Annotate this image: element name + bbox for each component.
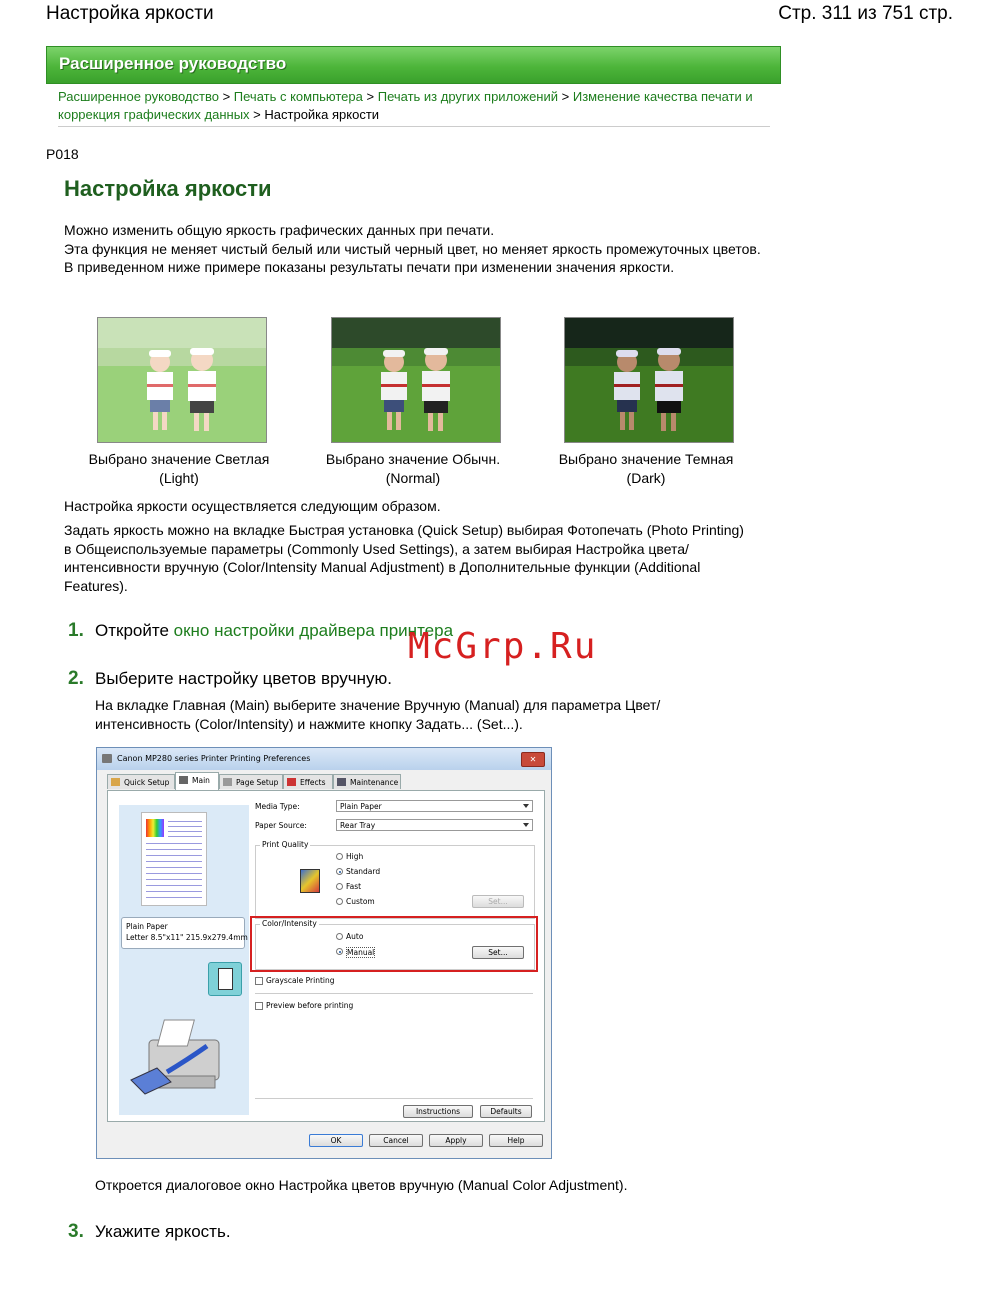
tab-effects[interactable] [283,774,333,789]
sample-caption-light [64,450,294,488]
step-2-description: На вкладке Главная (Main) выберите значение Вручную (Manual) для параметра Цвет/интенсивность (Color/Intensity) и нажмите кнопку Задать... (Set...). [95,697,661,732]
orientation-icon[interactable] [208,962,242,996]
chevron-down-icon [523,823,529,827]
caption-line: (Dark) [626,470,666,486]
quality-option-label: High [346,852,364,861]
media-type-value: Plain Paper [340,802,382,811]
main-icon [179,776,188,784]
help-button[interactable]: Help [489,1134,543,1147]
breadcrumb-current: Настройка яркости [264,107,380,122]
maintenance-icon [337,778,346,786]
page-title: Настройка яркости [64,176,272,201]
tab-label: Page Setup [236,778,279,787]
paper-source-value: Rear Tray [340,821,376,830]
quality-option-label: Fast [346,882,362,891]
settings-preview [119,805,249,1115]
doc-code: P018 [46,146,79,162]
defaults-button[interactable]: Defaults [480,1105,532,1118]
breadcrumb-separator: > [222,89,231,104]
cancel-button[interactable]: Cancel [369,1134,423,1147]
caption-line: (Normal) [385,470,441,486]
radio-fast[interactable] [336,883,343,890]
color-option-label: Auto [346,932,364,941]
intro-line: Можно изменить общую яркость графических данных при печати. [64,222,495,238]
step-text: Откройте [95,621,174,640]
preview-before-printing-checkbox[interactable] [255,1002,263,1010]
color-set-button[interactable]: Set... [472,946,524,959]
caption-line: (Light) [159,470,199,486]
grayscale-label: Grayscale Printing [266,976,335,985]
tab-maintenance[interactable] [333,774,401,789]
paragraph-quick-setup: Задать яркость можно на вкладке Быстрая установка (Quick Setup) выбирая Фотопечать (Photo Printing) в Общеиспользуемые параметры (Commonly Used Settings), а затем выбирая Настройка цвета/интенсивности вручную (Color/Intensity Manual Adjustment) в Дополнительные функции (Additional Features). [64,522,744,594]
ok-button[interactable]: OK [309,1134,363,1147]
page-number-info: Стр. 311 из 751 стр. [778,3,953,24]
dialog-title: Canon MP280 series Printer Printing Preferences [117,754,311,763]
radio-custom[interactable] [336,898,343,905]
intro-line: Эта функция не меняет чистый белый или чистый черный цвет, но меняет яркость промежуточных цветов. [64,240,761,257]
paper-source-label: Paper Source: [255,821,307,830]
tab-page-setup[interactable] [219,774,283,789]
caption-line: Выбрано значение Темная [558,451,734,467]
quality-set-button[interactable]: Set... [472,895,524,908]
tab-label: Main [192,776,210,785]
paper-source-select[interactable] [336,819,533,831]
intro-text [64,221,764,277]
media-type-select[interactable] [336,800,533,812]
page-setup-icon [223,778,232,786]
preview-before-printing-label: Preview before printing [266,1001,354,1010]
paper-info-type: Plain Paper [126,922,168,931]
step-3-text: Укажите яркость. [95,1222,231,1241]
step-2-text: Выберите настройку цветов вручную. [95,669,392,688]
banner-title: Расширенное руководство [59,54,287,73]
radio-high[interactable] [336,853,343,860]
tab-quick-setup[interactable] [107,774,175,789]
breadcrumb-link-other-apps[interactable]: Печать из других приложений [377,89,559,104]
tab-label: Maintenance [350,778,399,787]
step-number: 2. [68,668,84,689]
section-banner [46,46,781,84]
print-quality-icon [300,869,320,893]
breadcrumb-link-quality[interactable]: Изменение качества печати и коррекция графических данных [58,89,753,122]
sample-photo-dark [564,317,734,443]
step-1-text [95,621,453,641]
dialog-title-bar [97,748,551,770]
divider [255,993,533,994]
sample-photo-normal [331,317,501,443]
sample-photo-light [97,317,267,443]
color-sample-icon [146,819,164,837]
breadcrumb [58,88,770,124]
color-option-label: Manual [347,948,375,957]
paper-info-box [121,917,248,949]
highlight-box [250,916,538,972]
paper-preview [141,812,207,906]
close-button[interactable]: ✕ [521,752,545,767]
printer-preferences-dialog [96,747,552,1159]
breadcrumb-separator: > [561,89,570,104]
divider [255,1098,533,1099]
main-tab-panel [107,790,545,1122]
sample-caption-dark [531,450,761,488]
quick-setup-icon [111,778,120,786]
apply-button[interactable]: Apply [429,1134,483,1147]
paper-info-size: Letter 8.5"x11" 215.9x279.4mm [126,933,248,942]
media-type-label: Media Type: [255,802,300,811]
effects-icon [287,778,296,786]
step-number: 3. [68,1221,84,1242]
breadcrumb-separator: > [366,89,375,104]
dialog-result-text: Откроется диалоговое окно Настройка цветов вручную (Manual Color Adjustment). [95,1177,628,1193]
intro-line: В приведенном ниже примере показаны результаты печати при изменении значения яркости. [64,259,675,275]
radio-standard[interactable] [336,868,343,875]
step-number: 1. [68,620,84,641]
paragraph-how-to: Настройка яркости осуществляется следующим образом. [64,498,441,514]
color-intensity-label: Color/Intensity [262,919,317,928]
caption-line: Выбрано значение Обычн. [325,451,501,467]
quality-option-label: Custom [346,897,375,906]
watermark: McGrp.Ru [408,626,598,667]
quality-option-label: Standard [346,867,381,876]
caption-line: Выбрано значение Светлая [88,451,270,467]
breadcrumb-link-print-from-pc[interactable]: Печать с компьютера [233,89,363,104]
page-header-title: Настройка яркости [46,3,214,24]
printer-icon [102,754,112,763]
tab-label: Effects [300,778,326,787]
sample-caption-normal [298,450,528,488]
printer-illustration-icon [127,1010,239,1110]
print-quality-label: Print Quality [262,840,309,849]
driver-settings-link[interactable]: окно настройки драйвера принтера [173,621,454,640]
grayscale-checkbox[interactable] [255,977,263,985]
tab-main[interactable] [175,772,219,790]
tab-label: Quick Setup [124,778,170,787]
instructions-button[interactable]: Instructions [403,1105,473,1118]
breadcrumb-link-guide[interactable]: Расширенное руководство [58,89,219,104]
divider [58,126,770,127]
breadcrumb-separator: > [253,107,261,122]
chevron-down-icon [523,804,529,808]
